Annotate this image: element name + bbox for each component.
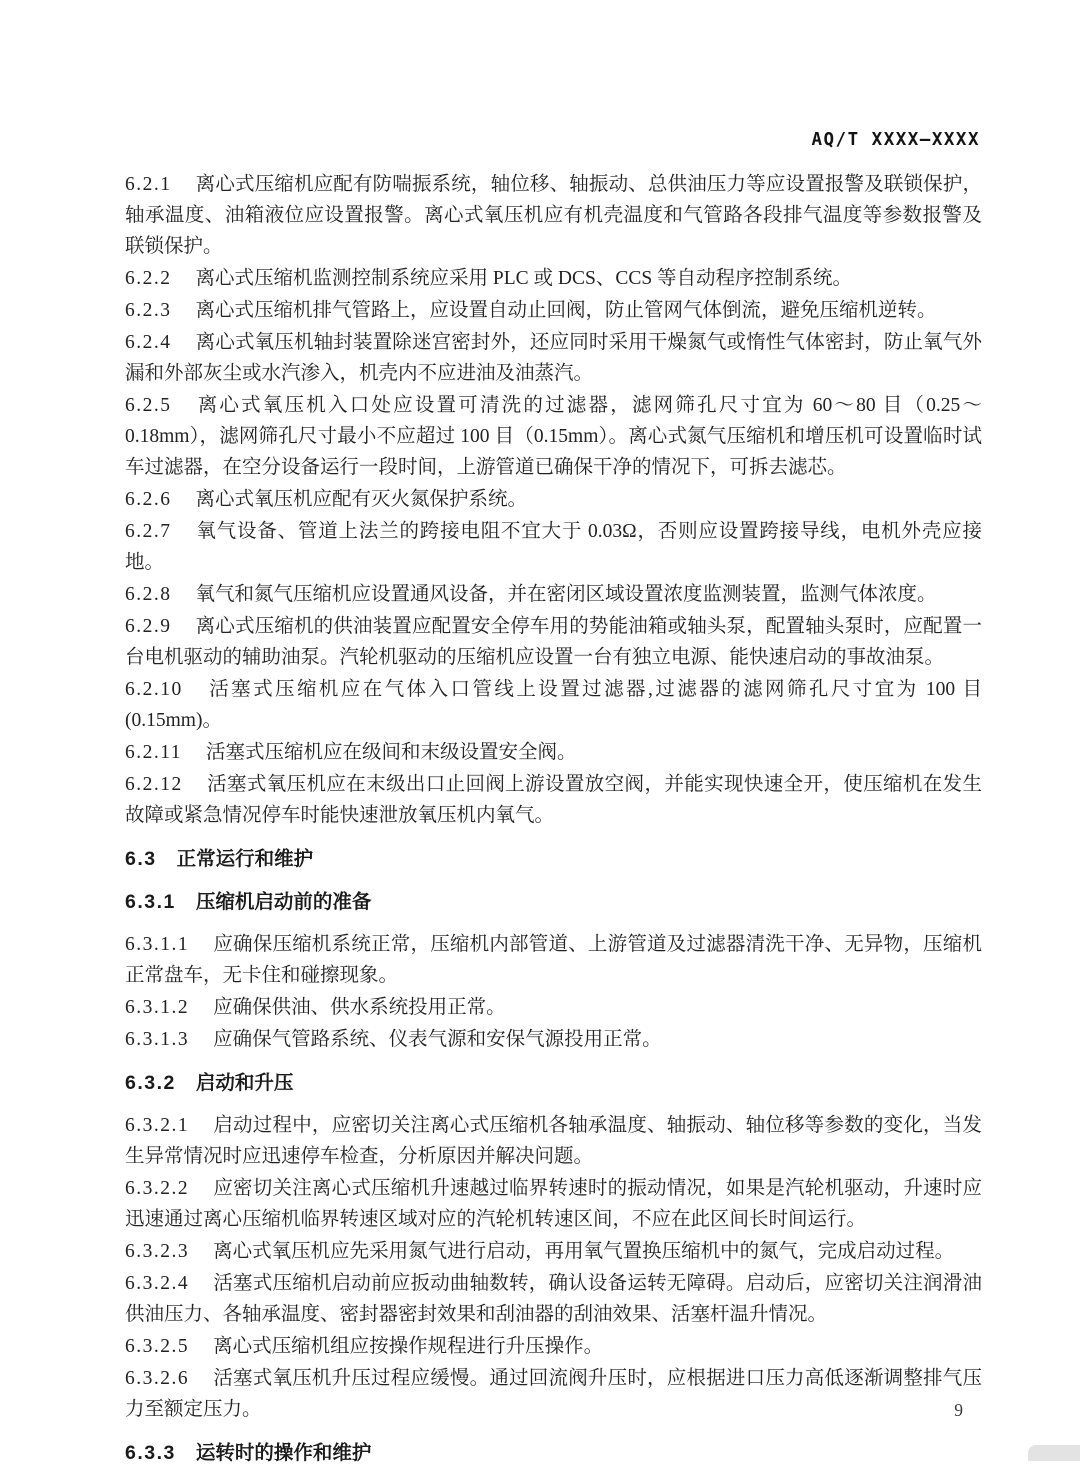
clause-number: 6.3.2: [125, 1072, 176, 1094]
clause-number: 6.3.2.1: [125, 1115, 190, 1136]
clause-number: 6.2.8: [125, 584, 172, 605]
running-header: AQ/T XXXX—XXXX: [811, 130, 980, 150]
section-heading: [125, 844, 982, 874]
clause-number: 6.2.11: [125, 742, 183, 763]
clause-text: 应确保供油、供水系统投用正常。: [213, 997, 506, 1018]
clause-number: 6.3.2.5: [125, 1336, 190, 1357]
clause-text: 离心式氧压机轴封装置除迷宫密封外，还应同时采用干燥氮气或惰性气体密封，防止氧气外漏和外部灰尘或水汽渗入，机壳内不应进油及油蒸汽。: [125, 332, 982, 384]
clause-text: 应确保气管路系统、仪表气源和安保气源投用正常。: [213, 1029, 662, 1050]
scan-corner-artifact: [1028, 1445, 1080, 1461]
clause-paragraph: [125, 674, 982, 736]
section-heading: [125, 1438, 982, 1468]
clause-text: 离心式压缩机监测控制系统应采用 PLC 或 DCS、CCS 等自动程序控制系统。: [195, 268, 853, 289]
clause-text: 活塞式压缩机应在气体入口管线上设置过滤器,过滤器的滤网筛孔尺寸宜为 100 目(0.15mm)。: [125, 679, 982, 731]
clause-paragraph: [125, 169, 982, 262]
clause-text: 活塞式氧压机升压过程应缓慢。通过回流阀升压时，应根据进口压力高低逐渐调整排气压力至额定压力。: [125, 1368, 982, 1420]
clause-number: 6.2.2: [125, 268, 172, 289]
clause-paragraph: [125, 1268, 982, 1330]
clause-paragraph: [125, 484, 982, 515]
section-heading: [125, 1068, 982, 1098]
clause-paragraph: [125, 579, 982, 610]
clause-text: 活塞式压缩机启动前应扳动曲轴数转，确认设备运转无障碍。启动后，应密切关注润滑油供油压力、各轴承温度、密封器密封效果和刮油器的刮油效果、活塞杆温升情况。: [125, 1273, 982, 1325]
clause-number: 6.3.1.1: [125, 934, 190, 955]
clause-number: 6.2.1: [125, 174, 172, 195]
clause-paragraph: [125, 611, 982, 673]
clause-paragraph: [125, 390, 982, 483]
clause-paragraph: [125, 1173, 982, 1235]
heading-text: 运转时的操作和维护: [195, 1442, 372, 1464]
clause-number: 6.3.1.3: [125, 1029, 190, 1050]
clause-paragraph: [125, 929, 982, 991]
heading-text: 正常运行和维护: [176, 848, 314, 870]
clause-paragraph: [125, 327, 982, 389]
clause-number: 6.3.2.4: [125, 1273, 190, 1294]
section-heading: [125, 887, 982, 917]
clause-text: 离心式压缩机组应按操作规程进行升压操作。: [213, 1336, 604, 1357]
page-number: 9: [954, 1400, 963, 1420]
clause-paragraph: [125, 1110, 982, 1172]
clause-number: 6.3.2.6: [125, 1368, 190, 1389]
clause-paragraph: [125, 263, 982, 294]
clause-number: 6.3.1: [125, 891, 176, 913]
clause-number: 6.2.12: [125, 774, 183, 795]
clause-number: 6.2.10: [125, 679, 183, 700]
clause-paragraph: [125, 769, 982, 831]
clause-text: 离心式氧压机应配有灭火氮保护系统。: [195, 489, 528, 510]
clause-number: 6.3.1.2: [125, 997, 190, 1018]
clause-text: 离心式氧压机应先采用氮气进行启动，再用氧气置换压缩机中的氮气，完成启动过程。: [213, 1241, 955, 1262]
clause-paragraph: [125, 295, 982, 326]
clause-number: 6.2.3: [125, 300, 172, 321]
clause-number: 6.3.2.3: [125, 1241, 190, 1262]
clause-paragraph: [125, 1236, 982, 1267]
clause-paragraph: [125, 1024, 982, 1055]
clause-text: 活塞式压缩机应在级间和末级设置安全阀。: [206, 742, 577, 763]
clause-paragraph: [125, 1331, 982, 1362]
clause-text: 氧气设备、管道上法兰的跨接电阻不宜大于 0.03Ω，否则应设置跨接导线，电机外壳应接地。: [125, 521, 982, 573]
clause-text: 启动过程中，应密切关注离心式压缩机各轴承温度、轴振动、轴位移等参数的变化，当发生异常情况时应迅速停车检查，分析原因并解决问题。: [125, 1115, 982, 1167]
clause-number: 6.2.7: [125, 521, 172, 542]
clause-paragraph: [125, 1363, 982, 1425]
clause-text: 活塞式氧压机应在末级出口止回阀上游设置放空阀，并能实现快速全开，使压缩机在发生故障或紧急情况停车时能快速泄放氧压机内氧气。: [125, 774, 982, 826]
clause-number: 6.3.2.2: [125, 1178, 190, 1199]
heading-text: 启动和升压: [195, 1072, 294, 1094]
clause-number: 6.2.4: [125, 332, 172, 353]
clause-paragraph: [125, 737, 982, 768]
clause-text: 离心式压缩机的供油装置应配置安全停车用的势能油箱或轴头泵，配置轴头泵时，应配置一台电机驱动的辅助油泵。汽轮机驱动的压缩机应设置一台有独立电源、能快速启动的事故油泵。: [125, 616, 982, 668]
clause-number: 6.2.6: [125, 489, 172, 510]
clause-text: 离心式压缩机应配有防喘振系统，轴位移、轴振动、总供油压力等应设置报警及联锁保护，轴承温度、油箱液位应设置报警。离心式氧压机应有机壳温度和气管路各段排气温度等参数报警及联锁保护。: [125, 174, 982, 257]
clause-text: 氧气和氮气压缩机应设置通风设备，并在密闭区域设置浓度监测装置，监测气体浓度。: [195, 584, 937, 605]
clause-text: 应确保压缩机系统正常，压缩机内部管道、上游管道及过滤器清洗干净、无异物，压缩机正常盘车，无卡住和碰擦现象。: [125, 934, 982, 986]
clause-number: 6.3.3: [125, 1442, 176, 1464]
clause-paragraph: [125, 992, 982, 1023]
heading-text: 压缩机启动前的准备: [195, 891, 372, 913]
document-body: [125, 169, 982, 1480]
clause-number: 6.3: [125, 848, 157, 870]
clause-text: 离心式氧压机入口处应设置可清洗的过滤器，滤网筛孔尺寸宜为 60～80 目（0.25～0.18mm），滤网筛孔尺寸最小不应超过 100 目（0.15mm）。离心式氮气压缩机和增压机可设置临时试车过滤器，在空分设备运行一段时间，上游管道已确保干净的情况下，可拆去滤芯。: [125, 395, 982, 478]
clause-number: 6.2.5: [125, 395, 172, 416]
clause-text: 应密切关注离心式压缩机升速越过临界转速时的振动情况，如果是汽轮机驱动，升速时应迅速通过离心压缩机临界转速区域对应的汽轮机转速区间，不应在此区间长时间运行。: [125, 1178, 982, 1230]
clause-paragraph: [125, 516, 982, 578]
clause-text: 离心式压缩机排气管路上，应设置自动止回阀，防止管网气体倒流，避免压缩机逆转。: [195, 300, 937, 321]
clause-number: 6.2.9: [125, 616, 172, 637]
